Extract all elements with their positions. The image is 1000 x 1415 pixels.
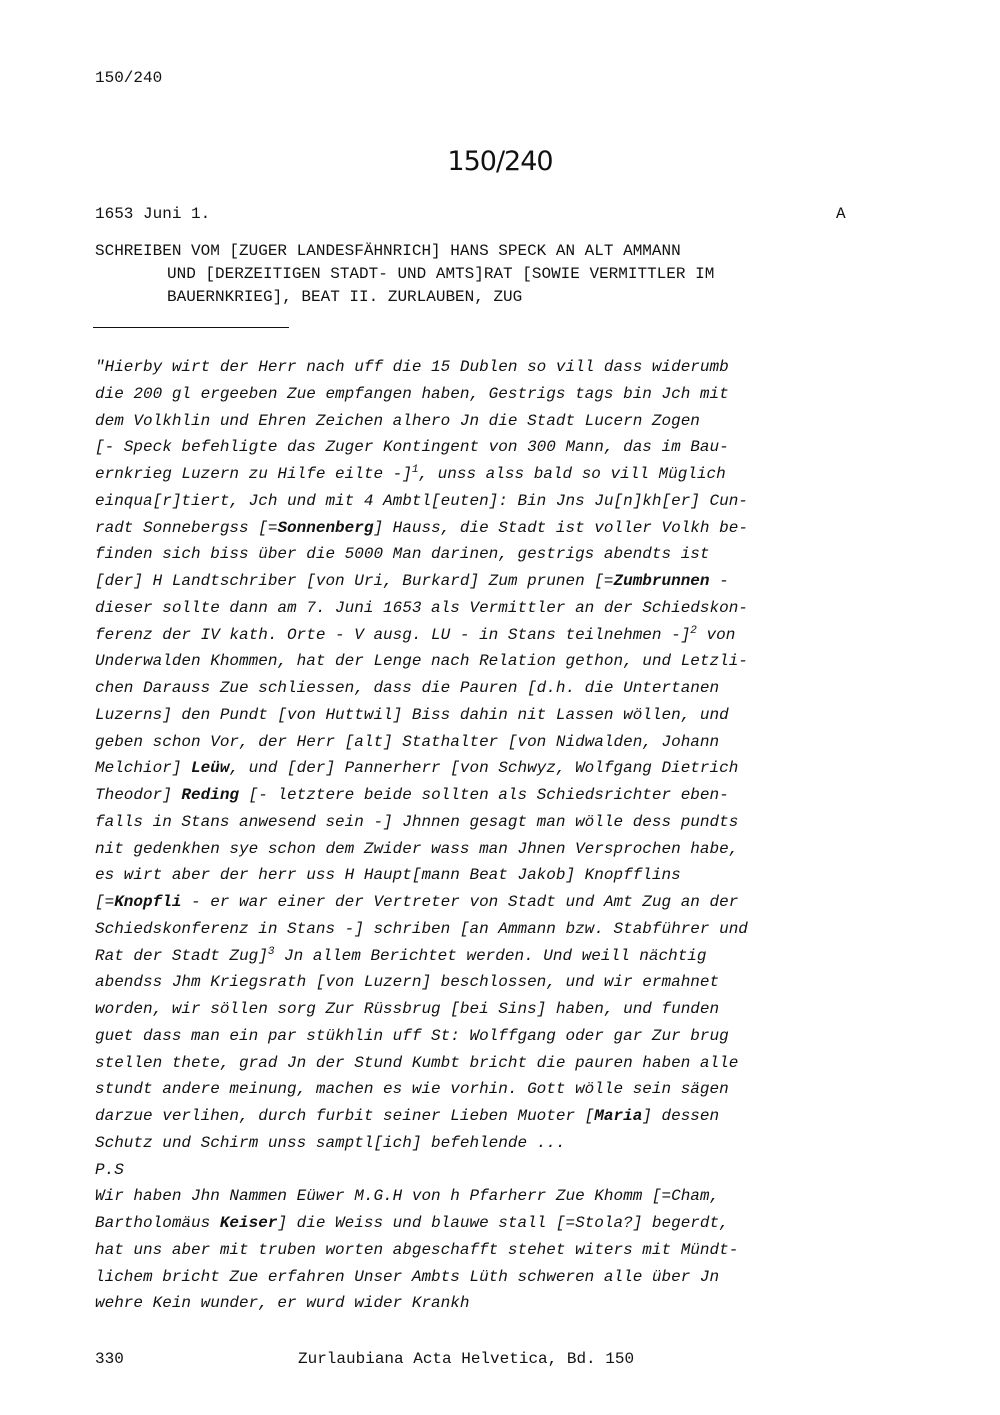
- body-line: [95, 1264, 915, 1291]
- body-line: [95, 354, 915, 381]
- heading-line: UND [DERZEITIGEN STADT- UND AMTS]RAT [SOWIE VERMITTLER IM: [167, 265, 715, 283]
- text-run: - er war einer der Vertreter von Stadt und Amt Zug an der: [181, 893, 739, 911]
- text-run: stellen thete, grad Jn der Stund Kumbt bricht die pauren haben alle: [95, 1053, 739, 1072]
- text-run: Luzerns] den Pundt [von Huttwil] Biss dahin nit Lassen wöllen, und: [95, 705, 729, 724]
- bold-name: Zumbrunnen: [613, 572, 710, 590]
- body-line: [95, 1183, 915, 1210]
- text-run: "Hierby wirt der Herr nach uff die 15 Dublen so vill dass widerumb: [95, 358, 729, 376]
- text-run: guet dass man ein par stükhlin uff St: Wolffgang oder gar Zur brug: [95, 1026, 729, 1045]
- text-run: radt Sonnebergss [=: [95, 518, 278, 537]
- body-line: [95, 1157, 915, 1184]
- text-run: Bartholomäus: [95, 1214, 220, 1232]
- body-line: [95, 675, 915, 702]
- text-run: darzue verlihen, durch furbit seiner Lieben Muoter [: [95, 1107, 595, 1125]
- body-line: [95, 702, 915, 729]
- body-line: [95, 595, 915, 622]
- body-line: [95, 889, 915, 916]
- text-run: chen Darauss Zue schliessen, dass die Pauren [d.h. die Untertanen: [95, 679, 720, 697]
- text-run: Schiedskonferenz in Stans -] schriben [an Ammann bzw. Stabführer und: [95, 919, 748, 938]
- text-run: [=: [95, 893, 115, 911]
- body-line: [95, 755, 915, 782]
- body-line: [95, 622, 915, 649]
- body-line: [95, 809, 915, 836]
- text-run: Underwalden Khommen, hat der Lenge nach Relation gethon, und Letzli-: [95, 652, 748, 671]
- bold-name: Reding: [181, 786, 240, 804]
- text-run: Schutz und Schirm unss samptl[ich] befehlende ...: [95, 1133, 566, 1152]
- footnote-ref: 2: [690, 624, 697, 637]
- body-line: [95, 381, 915, 408]
- body-line: [95, 568, 915, 595]
- text-run: finden sich biss über die 5000 Man darinen, gestrigs abendts ist: [95, 545, 710, 564]
- text-run: hat uns aber mit truben worten abgeschafft stehet witers mit Mündt-: [95, 1240, 739, 1259]
- body-line: [95, 434, 915, 461]
- heading-line: BAUERNKRIEG], BEAT II. ZURLAUBEN, ZUG: [167, 288, 523, 306]
- text-run: dieser sollte dann am 7. Juni 1653 als Vermittler an der Schiedskon-: [95, 598, 748, 617]
- text-run: die 200 gl ergeeben Zue empfangen haben, Gestrigs tags bin Jch mit: [95, 384, 729, 403]
- separator-rule: [93, 327, 289, 328]
- text-run: abendss Jhm Kriegsrath [von Luzern] beschlossen, und wir ermahnet: [95, 973, 720, 992]
- body-line: [95, 782, 915, 809]
- publication-footer: Zurlaubiana Acta Helvetica, Bd. 150: [298, 1350, 635, 1368]
- body-line: [95, 916, 915, 943]
- text-run: -: [709, 572, 729, 590]
- text-run: [der] H Landtschriber [von Uri, Burkard] Zum prunen [=: [95, 572, 614, 590]
- body-line: [95, 836, 915, 863]
- body-line: [95, 969, 915, 996]
- text-run: geben schon Vor, der Herr [alt] Stathalter [von Nidwalden, Johann: [95, 732, 720, 751]
- text-run: Rat der Stadt Zug]: [95, 946, 268, 965]
- text-run: ferenz der IV kath. Orte - V ausg. LU - in Stans teilnehmen -]: [95, 625, 691, 644]
- bold-name: Maria: [594, 1107, 643, 1125]
- text-run: Theodor]: [95, 786, 182, 804]
- body-line: [95, 996, 915, 1023]
- body-line: [95, 515, 915, 542]
- document-date: 1653 Juni 1.: [95, 205, 211, 223]
- body-line: [95, 461, 915, 488]
- text-run: , unss alss bald so vill Müglich: [418, 465, 726, 483]
- text-run: ] die Weiss und blauwe stall [=Stola?] begerdt,: [277, 1214, 729, 1232]
- document-title: 150/240: [447, 146, 553, 177]
- text-run: wehre Kein wunder, er wurd wider Krankh: [95, 1294, 470, 1313]
- running-head: 150/240: [95, 69, 163, 87]
- footnote-ref: 1: [411, 464, 419, 476]
- text-run: ernkrieg Luzern zu Hilfe eilte -]: [95, 465, 412, 483]
- document-marker: A: [836, 205, 846, 223]
- document-heading: [95, 240, 875, 309]
- text-run: Wir haben Jhn Nammen Eüwer M.G.H von h Pfarherr Zue Khomm [=Cham,: [95, 1187, 720, 1206]
- text-run: es wirt aber der herr uss H Haupt[mann Beat Jakob] Knopfflins: [95, 866, 681, 885]
- text-run: [- letztere beide sollten als Schiedsrichter eben-: [239, 786, 729, 804]
- body-line: [95, 1050, 915, 1077]
- body-line: [95, 408, 915, 435]
- bold-name: Keiser: [219, 1214, 278, 1232]
- body-line: [95, 862, 915, 889]
- body-line: [95, 1210, 915, 1237]
- text-run: falls in Stans anwesend sein -] Jhnnen gesagt man wölle dess pundts: [95, 812, 739, 831]
- body-line: [95, 1290, 915, 1317]
- text-run: nit gedenkhen sye schon dem Zwider wass man Jhnen Versprochen habe,: [95, 839, 739, 858]
- page-number: 330: [95, 1350, 124, 1368]
- body-line: [95, 729, 915, 756]
- text-run: stundt andere meinung, machen es wie vorhin. Gott wölle sein sägen: [95, 1080, 729, 1099]
- text-run: P.S: [95, 1160, 124, 1179]
- text-run: worden, wir söllen sorg Zur Rüssbrug [bei Sins] haben, und funden: [95, 1000, 720, 1018]
- bold-name: Knopfli: [114, 893, 182, 911]
- text-run: ] Hauss, die Stadt ist voller Volkh be-: [373, 518, 748, 537]
- text-run: Jn allem Berichtet werden. Und weill nächtig: [274, 946, 707, 965]
- text-run: [- Speck befehligte das Zuger Kontingent von 300 Mann, das im Bau-: [95, 438, 729, 457]
- body-line: [95, 1237, 915, 1264]
- text-run: von: [696, 625, 736, 644]
- body-line: [95, 541, 915, 568]
- body-line: [95, 488, 915, 515]
- body-line: [95, 1076, 915, 1103]
- bold-name: Leüw: [191, 759, 230, 778]
- body-line: [95, 1023, 915, 1050]
- footnote-ref: 3: [267, 945, 275, 958]
- text-run: , und [der] Pannerherr [von Schwyz, Wolfgang Dietrich: [229, 759, 739, 778]
- text-run: ] dessen: [642, 1107, 720, 1125]
- bold-name: Sonnenberg: [277, 518, 374, 537]
- body-line: [95, 943, 915, 970]
- text-run: Melchior]: [95, 759, 192, 778]
- body-line: [95, 648, 915, 675]
- body-line: [95, 1103, 915, 1130]
- text-run: einqua[r]tiert, Jch und mit 4 Ambtl[euten]: Bin Jns Ju[n]kh[er] Cun-: [95, 491, 748, 510]
- text-run: dem Volkhlin und Ehren Zeichen alhero Jn die Stadt Lucern Zogen: [95, 411, 700, 430]
- text-run: lichem bricht Zue erfahren Unser Ambts Lüth schweren alle über Jn: [95, 1267, 720, 1286]
- heading-line: SCHREIBEN VOM [ZUGER LANDESFÄHNRICH] HANS SPECK AN ALT AMMANN: [95, 242, 681, 260]
- letter-body: [95, 354, 915, 1317]
- body-line: [95, 1130, 915, 1157]
